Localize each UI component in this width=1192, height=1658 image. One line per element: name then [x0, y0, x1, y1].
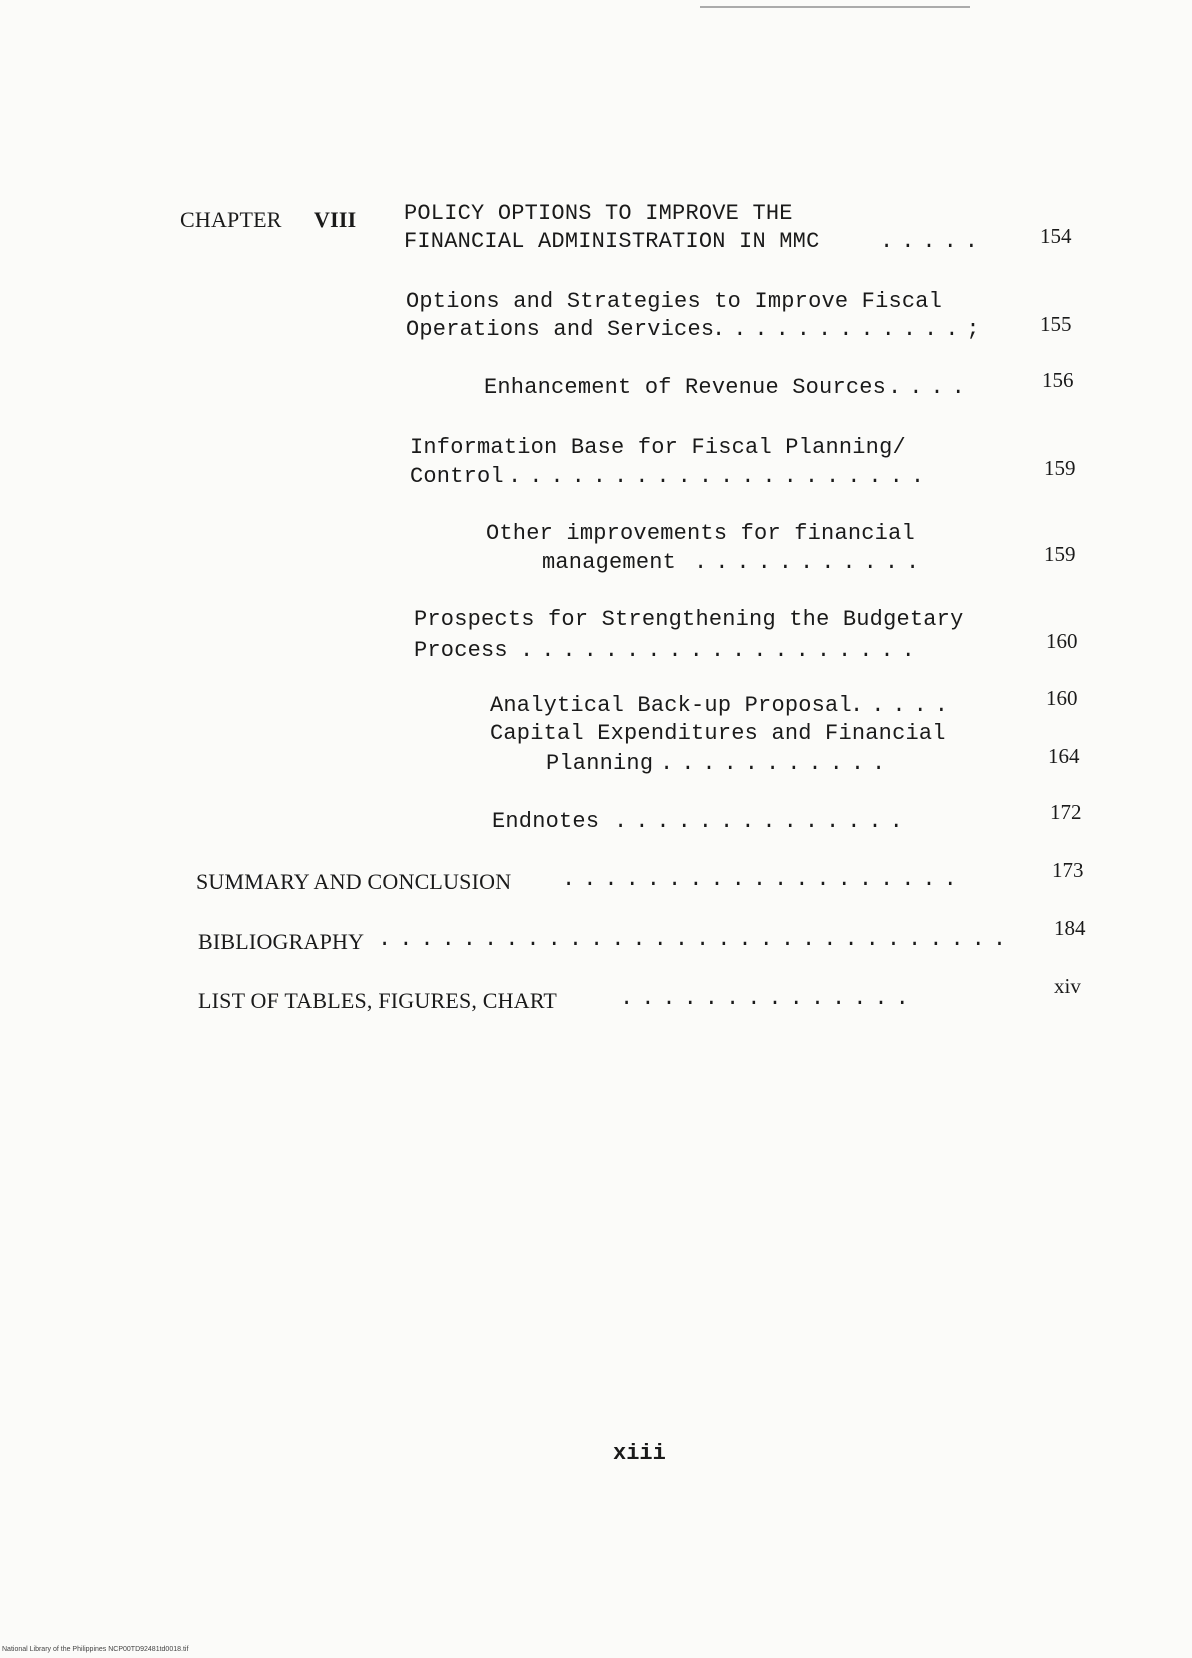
toc-entry-title: LIST OF TABLES, FIGURES, CHART	[198, 988, 558, 1013]
toc-entry-page: 172	[1050, 800, 1082, 824]
toc-entry-title: Planning	[546, 751, 654, 776]
toc-entry-title: Enhancement of Revenue Sources	[484, 375, 887, 400]
toc-entry-page: 159	[1044, 542, 1076, 566]
toc-entry-page: 173	[1052, 858, 1084, 882]
toc-entry-title: management	[542, 550, 677, 575]
toc-entry-title: BIBLIOGRAPHY	[198, 929, 365, 954]
toc-entry-page: 155	[1040, 312, 1072, 336]
scan-artifact-line	[700, 6, 970, 8]
leader-dots: ..............	[614, 809, 911, 834]
toc-entry-title: Operations and Services	[406, 317, 715, 342]
leader-dots: ............;	[712, 317, 988, 342]
toc-entry-page: 159	[1044, 456, 1076, 480]
toc-entry-title: SUMMARY AND CONCLUSION	[196, 869, 512, 894]
toc-entry-page: xiv	[1054, 974, 1081, 998]
leader-dots: ..............	[620, 986, 917, 1011]
toc-entry-title: Capital Expenditures and Financial	[490, 721, 946, 746]
leader-dots: ...........	[694, 550, 928, 575]
leader-dots: .....	[850, 693, 957, 718]
toc-entry-page: 184	[1054, 916, 1086, 940]
leader-dots: ....	[888, 375, 973, 400]
scan-footer: National Library of the Philippines NCP00TD92481td0018.tif	[2, 1646, 189, 1653]
toc-entry-page: 160	[1046, 629, 1078, 653]
leader-dots: ..............................	[378, 927, 1015, 952]
chapter-number: VIII	[314, 207, 357, 232]
leader-dots: ...................	[520, 638, 923, 663]
toc-entry-title: Process	[414, 638, 508, 663]
chapter-page: 154	[1040, 224, 1072, 248]
toc-entry-title: Analytical Back-up Proposal	[490, 693, 852, 718]
chapter-title-line1: POLICY OPTIONS TO IMPROVE THE	[404, 201, 793, 226]
page-number: xiii	[613, 1441, 666, 1466]
chapter-title-line2: FINANCIAL ADMINISTRATION IN MMC	[404, 229, 820, 254]
toc-entry-title: Information Base for Fiscal Planning/	[410, 435, 906, 460]
leader-dots: ...................	[562, 867, 965, 892]
chapter-label: CHAPTER	[180, 207, 282, 232]
toc-entry-page: 164	[1048, 744, 1080, 768]
toc-entry-title: Control	[410, 464, 504, 489]
toc-entry-title: Endnotes	[492, 809, 600, 834]
leader-dots: ...........	[660, 751, 894, 776]
toc-entry-title: Prospects for Strengthening the Budgetary	[414, 607, 964, 632]
leader-dots: .....	[880, 229, 987, 254]
toc-entry-title: Other improvements for financial	[486, 521, 915, 546]
toc-entry-title: Options and Strategies to Improve Fiscal	[406, 289, 943, 314]
toc-entry-page: 156	[1042, 368, 1074, 392]
leader-dots: ....................	[508, 464, 933, 489]
toc-entry-page: 160	[1046, 686, 1078, 710]
